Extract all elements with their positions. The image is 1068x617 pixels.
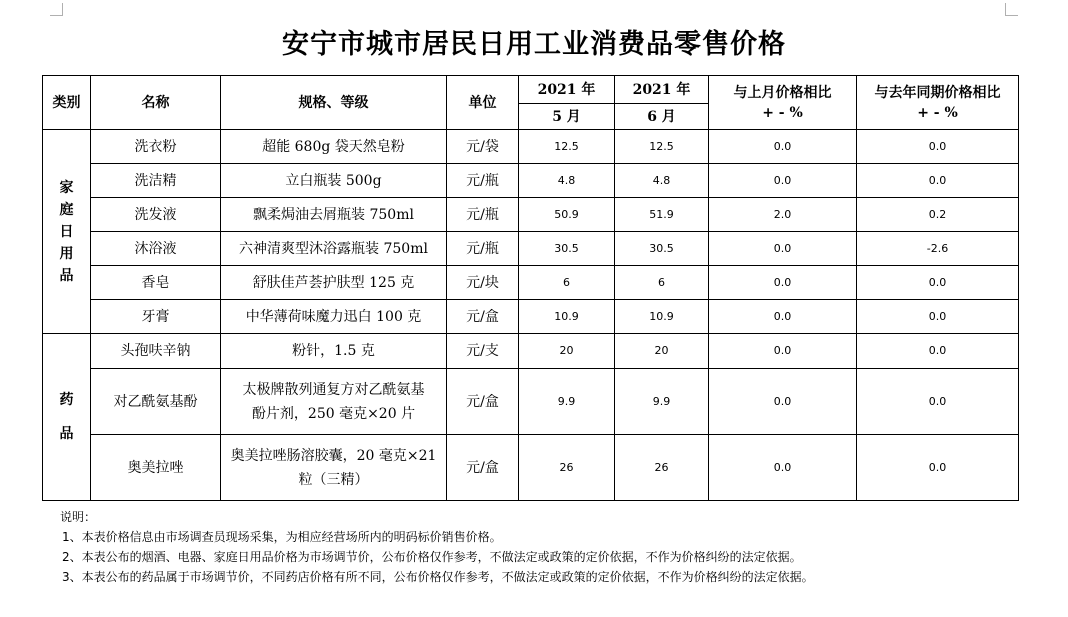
note-item: 3、本表公布的药品属于市场调节价，不同药店价格有所不同，公布价格仅作参考，不做法定或政策的定价依据，不作为价格纠纷的法定依据。 — [62, 570, 814, 584]
price-june: 12.5 — [615, 130, 709, 164]
price-may: 50.9 — [519, 198, 615, 232]
header-month2: 6 月 — [615, 104, 709, 130]
header-yoy-line1: 与去年同期价格相比 — [874, 84, 1001, 101]
change-yoy: 0.0 — [857, 266, 1019, 300]
price-june: 20 — [615, 334, 709, 369]
header-yoy — [857, 76, 1019, 130]
category-char: 药 — [59, 392, 74, 408]
price-june: 26 — [615, 435, 709, 501]
page-corner-mark-left — [50, 3, 63, 16]
item-spec: 中华薄荷味魔力迅白 100 克 — [221, 300, 447, 334]
item-name: 沐浴液 — [91, 232, 221, 266]
item-spec: 超能 680g 袋天然皂粉 — [221, 130, 447, 164]
item-name: 香皂 — [91, 266, 221, 300]
price-may: 6 — [519, 266, 615, 300]
change-mom: 0.0 — [709, 232, 857, 266]
table-row — [43, 130, 1019, 164]
item-spec — [221, 369, 447, 435]
item-spec: 粉针，1.5 克 — [221, 334, 447, 369]
table-row — [43, 198, 1019, 232]
change-mom: 0.0 — [709, 164, 857, 198]
change-mom: 0.0 — [709, 334, 857, 369]
header-category: 类别 — [43, 76, 91, 130]
change-mom: 2.0 — [709, 198, 857, 232]
header-mom — [709, 76, 857, 130]
category-char: 品 — [59, 267, 74, 284]
item-unit: 元/支 — [447, 334, 519, 369]
change-yoy: 0.0 — [857, 164, 1019, 198]
header-month2-year: 2021 年 — [615, 76, 709, 104]
price-june: 51.9 — [615, 198, 709, 232]
price-may: 9.9 — [519, 369, 615, 435]
header-row-1 — [43, 76, 1019, 104]
item-spec: 舒肤佳芦荟护肤型 125 克 — [221, 266, 447, 300]
change-yoy: 0.0 — [857, 130, 1019, 164]
item-unit: 元/盒 — [447, 435, 519, 501]
category-household — [43, 130, 91, 334]
category-char: 日 — [59, 223, 74, 240]
item-spec: 立白瓶装 500g — [221, 164, 447, 198]
change-yoy: -2.6 — [857, 232, 1019, 266]
item-unit: 元/瓶 — [447, 164, 519, 198]
price-may: 10.9 — [519, 300, 615, 334]
price-june: 30.5 — [615, 232, 709, 266]
table-row — [43, 164, 1019, 198]
item-name: 对乙酰氨基酚 — [91, 369, 221, 435]
price-june: 4.8 — [615, 164, 709, 198]
price-june: 10.9 — [615, 300, 709, 334]
change-mom: 0.0 — [709, 369, 857, 435]
item-unit: 元/盒 — [447, 300, 519, 334]
price-may: 26 — [519, 435, 615, 501]
item-unit: 元/瓶 — [447, 198, 519, 232]
price-may: 4.8 — [519, 164, 615, 198]
header-name: 名称 — [91, 76, 221, 130]
item-spec: 飘柔焗油去屑瓶装 750ml — [221, 198, 447, 232]
table-row — [43, 232, 1019, 266]
category-char: 庭 — [59, 201, 74, 218]
header-yoy-line2: + - % — [917, 104, 958, 121]
price-june: 6 — [615, 266, 709, 300]
item-name: 洗洁精 — [91, 164, 221, 198]
item-unit: 元/盒 — [447, 369, 519, 435]
item-name: 牙膏 — [91, 300, 221, 334]
table-row — [43, 266, 1019, 300]
item-unit: 元/块 — [447, 266, 519, 300]
header-mom-line2: + - % — [762, 104, 803, 121]
table-row — [43, 435, 1019, 501]
item-spec-line2: 粒（三精） — [298, 471, 369, 488]
header-month1: 5 月 — [519, 104, 615, 130]
notes — [62, 507, 814, 587]
table-row — [43, 369, 1019, 435]
notes-lead: 说明： — [60, 510, 97, 524]
page-corner-mark-right — [1005, 3, 1018, 16]
item-unit: 元/瓶 — [447, 232, 519, 266]
note-item: 1、本表价格信息由市场调查员现场采集，为相应经营场所内的明码标价销售价格。 — [62, 530, 502, 544]
header-mom-line1: 与上月价格相比 — [733, 84, 832, 101]
change-yoy: 0.0 — [857, 334, 1019, 369]
item-name: 奥美拉唑 — [91, 435, 221, 501]
item-name: 洗衣粉 — [91, 130, 221, 164]
item-name: 洗发液 — [91, 198, 221, 232]
change-yoy: 0.2 — [857, 198, 1019, 232]
category-char: 家 — [59, 179, 74, 196]
item-spec — [221, 435, 447, 501]
change-mom: 0.0 — [709, 130, 857, 164]
price-june: 9.9 — [615, 369, 709, 435]
price-may: 12.5 — [519, 130, 615, 164]
change-yoy: 0.0 — [857, 435, 1019, 501]
item-spec-line1: 奥美拉唑肠溶胶囊，20 毫克×21 — [230, 447, 437, 464]
price-may: 20 — [519, 334, 615, 369]
category-medicine — [43, 334, 91, 501]
item-spec-line1: 太极牌散列通复方对乙酰氨基 — [242, 381, 425, 398]
change-yoy: 0.0 — [857, 300, 1019, 334]
header-spec: 规格、等级 — [221, 76, 447, 130]
change-yoy: 0.0 — [857, 369, 1019, 435]
change-mom: 0.0 — [709, 300, 857, 334]
change-mom: 0.0 — [709, 435, 857, 501]
note-item: 2、本表公布的烟酒、电器、家庭日用品价格为市场调节价，公布价格仅作参考，不做法定或政策的定价依据，不作为价格纠纷的法定依据。 — [62, 550, 802, 564]
header-month1-year: 2021 年 — [519, 76, 615, 104]
item-spec-line2: 酚片剂，250 毫克×20 片 — [251, 405, 416, 422]
page-title: 安宁市城市居民日用工业消费品零售价格 — [282, 29, 786, 60]
change-mom: 0.0 — [709, 266, 857, 300]
header-unit: 单位 — [447, 76, 519, 130]
table-row — [43, 334, 1019, 369]
item-unit: 元/袋 — [447, 130, 519, 164]
price-may: 30.5 — [519, 232, 615, 266]
item-name: 头孢呋辛钠 — [91, 334, 221, 369]
item-spec: 六神清爽型沐浴露瓶装 750ml — [221, 232, 447, 266]
category-char: 用 — [59, 245, 74, 262]
price-table — [42, 75, 1019, 501]
category-char: 品 — [59, 426, 74, 442]
table-row — [43, 300, 1019, 334]
